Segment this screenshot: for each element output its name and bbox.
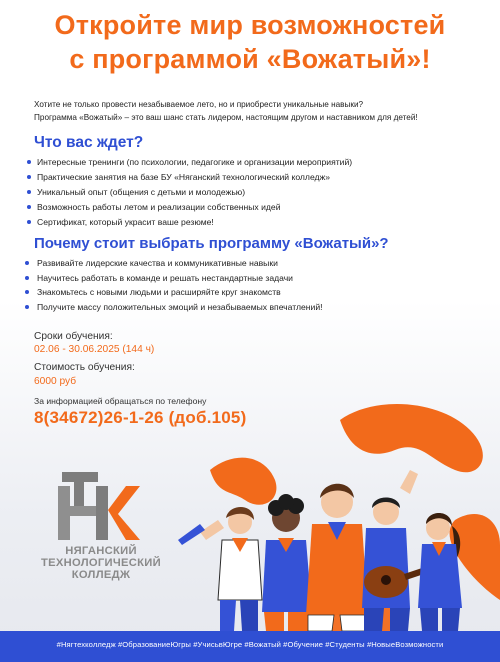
list-item: Сертификат, который украсит ваше резюме! <box>27 215 352 230</box>
counselor-curly <box>262 494 312 631</box>
what-awaits-title: Что вас ждет? <box>34 134 144 151</box>
list-item: Возможность работы летом и реализации собственных идей <box>27 200 352 215</box>
headline-line-2: с программой «Вожатый»! <box>69 44 431 74</box>
footer-hashtags: #Нягтехколледж #ОбразованиеЮгры #УчисьвЮгре #Вожатый #Обучение #Студенты #НовыеВозможности <box>56 640 444 649</box>
list-item: Интересные тренинги (по психологии, педагогике и организации мероприятий) <box>27 155 352 170</box>
list-item: Практические занятия на базе БУ «Няганский технологический колледж» <box>27 170 352 185</box>
college-logo-icon <box>58 472 140 540</box>
period-value: 02.06 - 30.06.2025 (144 ч) <box>34 344 155 355</box>
list-item: Знакомьтесь с новыми людьми и расширяйте круг знакомств <box>25 285 323 300</box>
college-name-line-2: ТЕХНОЛОГИЧЕСКИЙ <box>40 557 161 569</box>
intro-line-1: Хотите не только провести незабываемое лето, но и приобрести уникальные навыки? <box>34 100 364 109</box>
college-name <box>36 545 166 581</box>
list-item: Уникальный опыт (общения с детьми и молодежью) <box>27 185 352 200</box>
college-name-line-1: НЯГАНСКИЙ <box>65 545 137 557</box>
list-item: Получите массу положительных эмоций и незабываемых впечатлений! <box>25 300 323 315</box>
list-item: Развивайте лидерские качества и коммуникативные навыки <box>25 256 323 271</box>
counselor-center <box>306 484 368 631</box>
headline-line-1: Откройте мир возможностей <box>54 10 446 40</box>
contact-label: За информацией обращаться по телефону <box>34 396 207 406</box>
cost-label: Стоимость обучения: <box>34 362 135 373</box>
phone-number[interactable]: 8(34672)26-1-26 (доб.105) <box>34 408 247 427</box>
period-label: Сроки обучения: <box>34 331 113 342</box>
intro-line-2: Программа «Вожатый» – это ваш шанс стать лидером, настоящим другом и наставником для детей! <box>34 113 418 122</box>
list-item: Научитесь работать в команде и решать нестандартные задачи <box>25 271 323 286</box>
why-choose-title: Почему стоит выбрать программу «Вожатый»? <box>34 235 389 252</box>
counselor-pointing <box>178 507 262 631</box>
college-name-line-3: КОЛЛЕДЖ <box>71 569 131 581</box>
cost-value: 6000 руб <box>34 376 77 387</box>
